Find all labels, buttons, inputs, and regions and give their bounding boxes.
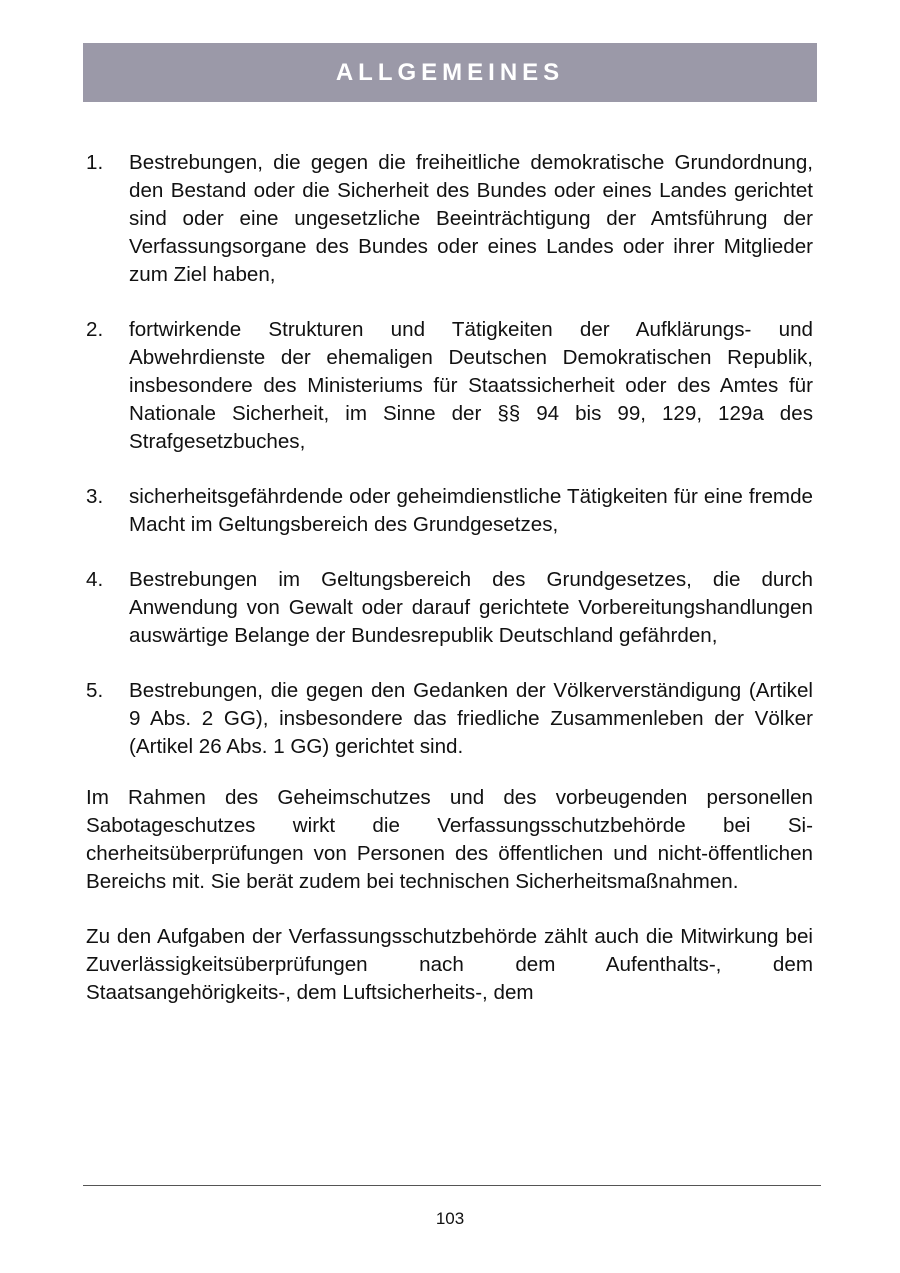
list-item-text: sicherheitsgefährdende oder geheimdienstliche Tätigkeiten für eine fremde Macht im Geltungsbereich des Grundgesetzes, <box>129 485 813 536</box>
section-header <box>83 43 817 102</box>
page-number: 103 <box>435 1209 465 1228</box>
section-title: ALLGEMEINES <box>335 58 565 86</box>
footer-divider <box>83 1185 821 1186</box>
list-item <box>86 316 813 456</box>
list-item-text: Bestrebungen, die gegen den Gedanken der Völkerverständigung (Artikel 9 Abs. 2 GG), insbesondere das friedliche Zusammenleben der Völker (Artikel 26 Abs. 1 GG) gerichtet sind. <box>129 679 813 758</box>
paragraph-geheimschutz: Im Rahmen des Geheimschutzes und des vorbeugenden personellen Sabotageschutzes wirkt die Verfassungsschutzbehörde bei Sicherheitsüberprüfungen von Personen des öffentlichen und nicht-öffentlichen Bereichs mit. Sie berät zudem bei technischen Sicherheitsmaßnahmen. <box>86 786 813 893</box>
list-item-number: 3. <box>86 485 104 508</box>
paragraph-zuverlaessigkeit: Zu den Aufgaben der Verfassungsschutzbehörde zählt auch die Mitwirkung bei Zuverlässigkeitsüberprüfungen nach dem Aufenthalts-, dem Staatsangehörigkeits-, dem Luftsicherheits-, dem <box>86 925 813 1004</box>
page-content <box>86 149 813 1034</box>
list-item-text: Bestrebungen im Geltungsbereich des Grundgesetzes, die durch Anwendung von Gewalt oder darauf gerichtete Vorbereitungshandlungen auswärtige Belange der Bundesrepublik Deutschland gefährden, <box>129 568 813 647</box>
list-item <box>86 566 813 650</box>
list-item-number: 4. <box>86 568 104 591</box>
numbered-list <box>86 149 813 761</box>
list-item-text: Bestrebungen, die gegen die freiheitliche demokratische Grundordnung, den Bestand oder die Sicherheit des Bundes oder eines Landes gerichtet sind oder eine ungesetzliche Beeinträchtigung der Amtsführung der Verfassungsorgane des Bundes oder eines Landes oder ihrer Mitglieder zum Ziel haben, <box>129 151 813 286</box>
list-item <box>86 483 813 539</box>
list-item <box>86 149 813 289</box>
list-item <box>86 677 813 761</box>
list-item-number: 2. <box>86 318 104 341</box>
list-item-text: fortwirkende Strukturen und Tätigkeiten der Aufklärungs- und Abwehrdienste der ehemaligen Deutschen Demokratischen Republik, insbesondere des Ministeriums für Staatssicherheit oder des Amtes für Nationale Sicherheit, im Sinne der §§ 94 bis 99, 129, 129a des Strafgesetzbuches, <box>129 318 813 453</box>
list-item-number: 5. <box>86 679 104 702</box>
list-item-number: 1. <box>86 151 104 174</box>
